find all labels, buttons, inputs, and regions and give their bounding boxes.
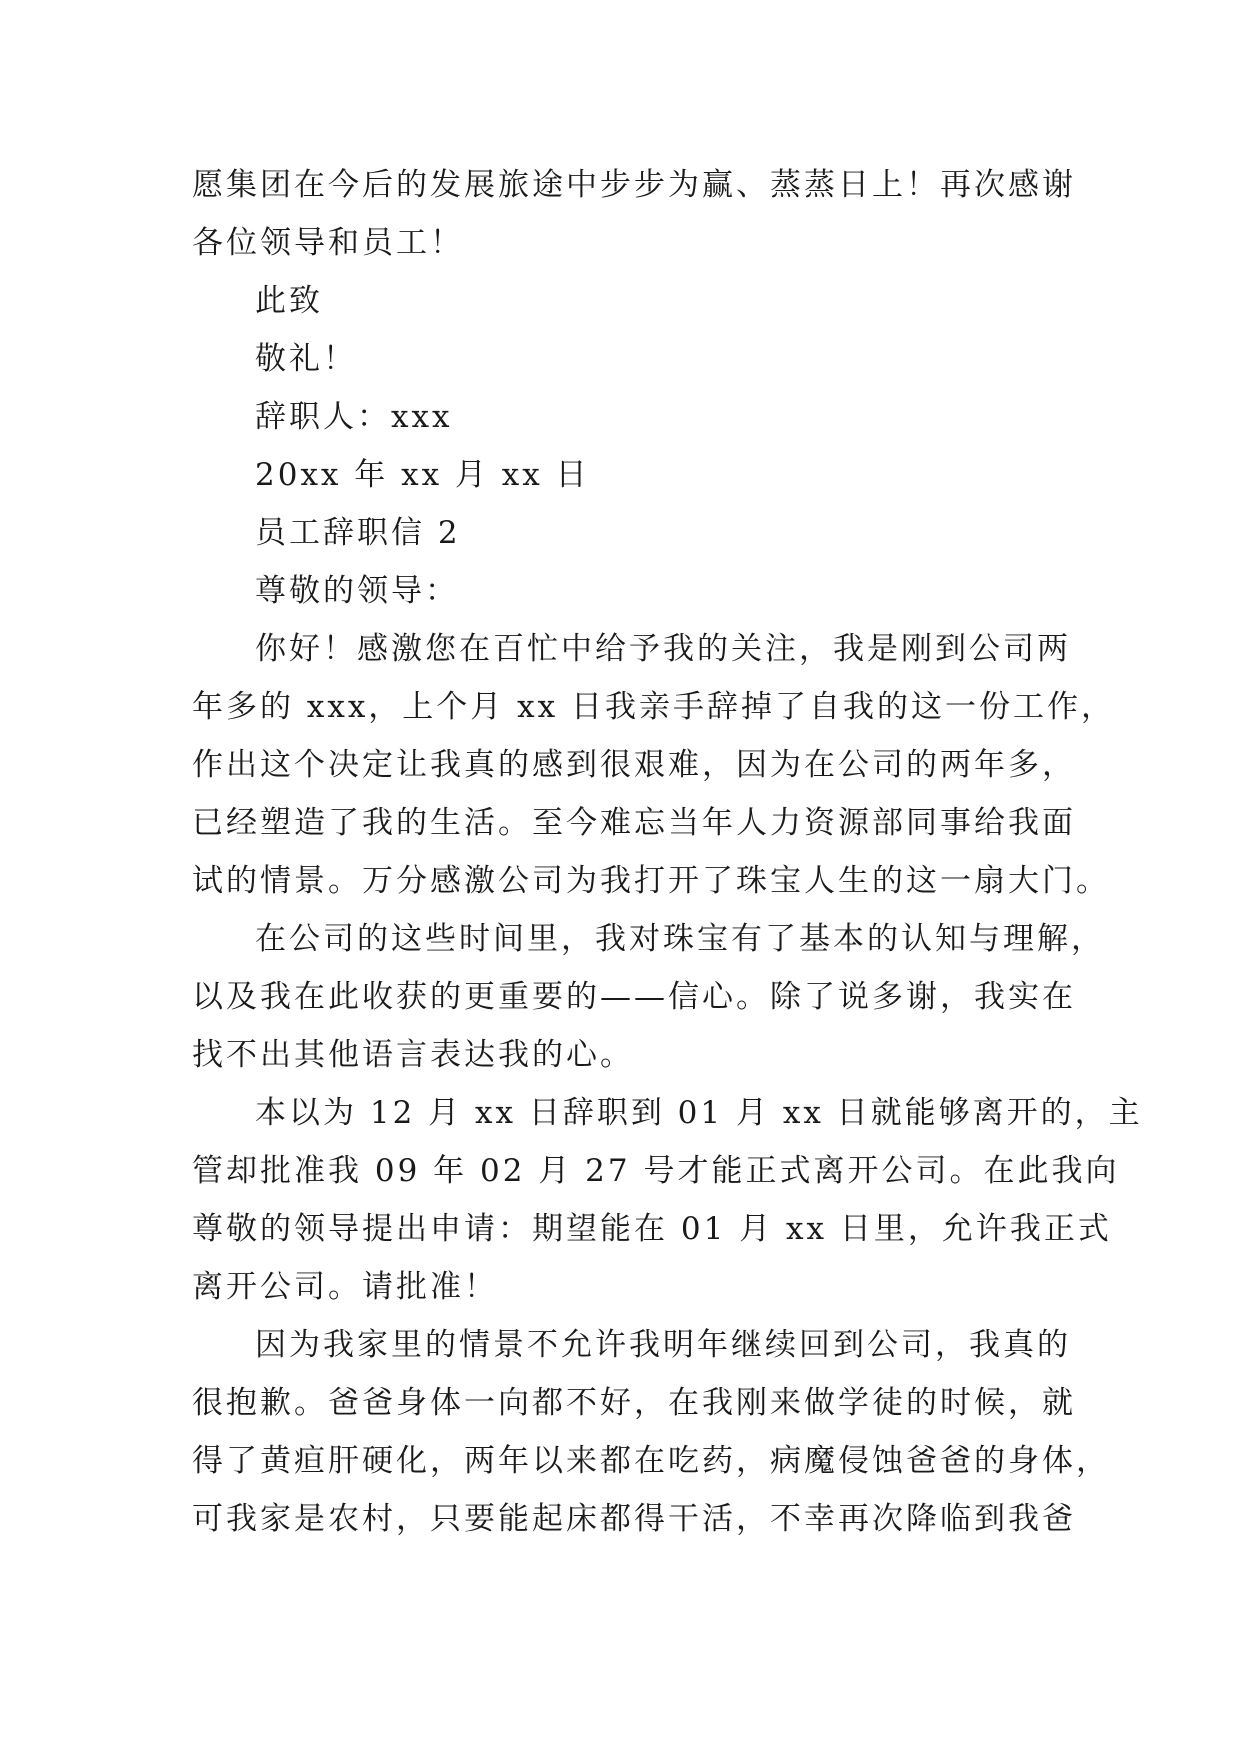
salutation-line: 敬礼！ — [255, 341, 357, 377]
paragraph-line: 得了黄疸肝硬化，两年以来都在吃药，病魔侵蚀爸爸的身体， — [192, 1443, 1110, 1479]
paragraph-line: 在公司的这些时间里，我对珠宝有了基本的认知与理解， — [255, 921, 1105, 957]
paragraph-line: 作出这个决定让我真的感到很艰难，因为在公司的两年多， — [192, 747, 1076, 783]
document-body — [192, 156, 1143, 1548]
paragraph-line: 已经塑造了我的生活。至今难忘当年人力资源部同事给我面 — [192, 805, 1076, 841]
letter-title: 员工辞职信 2 — [255, 515, 461, 551]
paragraph-line: 离开公司。请批准！ — [192, 1269, 498, 1305]
signer-line: 辞职人：xxx — [255, 399, 453, 435]
paragraph-line: 尊敬的领导提出申请：期望能在 01 月 xx 日里，允许我正式 — [192, 1211, 1112, 1247]
text-line: 愿集团在今后的发展旅途中步步为赢、蒸蒸日上！再次感谢 — [192, 167, 1076, 203]
paragraph-line: 因为我家里的情景不允许我明年继续回到公司，我真的 — [255, 1327, 1071, 1363]
text-line: 各位领导和员工！ — [192, 225, 464, 261]
paragraph-line: 找不出其他语言表达我的心。 — [192, 1037, 634, 1073]
paragraph-line: 年多的 xxx，上个月 xx 日我亲手辞掉了自我的这一份工作， — [192, 689, 1115, 725]
paragraph-line: 你好！感激您在百忙中给予我的关注，我是刚到公司两 — [255, 631, 1071, 667]
paragraph-line: 很抱歉。爸爸身体一向都不好，在我刚来做学徒的时候，就 — [192, 1385, 1076, 1421]
letter-greeting: 尊敬的领导： — [255, 573, 459, 609]
paragraph-line: 以及我在此收获的更重要的——信心。除了说多谢，我实在 — [192, 979, 1076, 1015]
paragraph-line: 试的情景。万分感激公司为我打开了珠宝人生的这一扇大门。 — [192, 863, 1110, 899]
paragraph-line: 管却批准我 09 年 02 月 27 号才能正式离开公司。在此我向 — [192, 1153, 1120, 1189]
paragraph-line: 可我家是农村，只要能起床都得干活，不幸再次降临到我爸 — [192, 1501, 1076, 1537]
salutation-line: 此致 — [255, 283, 323, 319]
paragraph-line: 本以为 12 月 xx 日辞职到 01 月 xx 日就能够离开的，主 — [255, 1095, 1143, 1131]
date-line: 20xx 年 xx 月 xx 日 — [255, 457, 590, 493]
